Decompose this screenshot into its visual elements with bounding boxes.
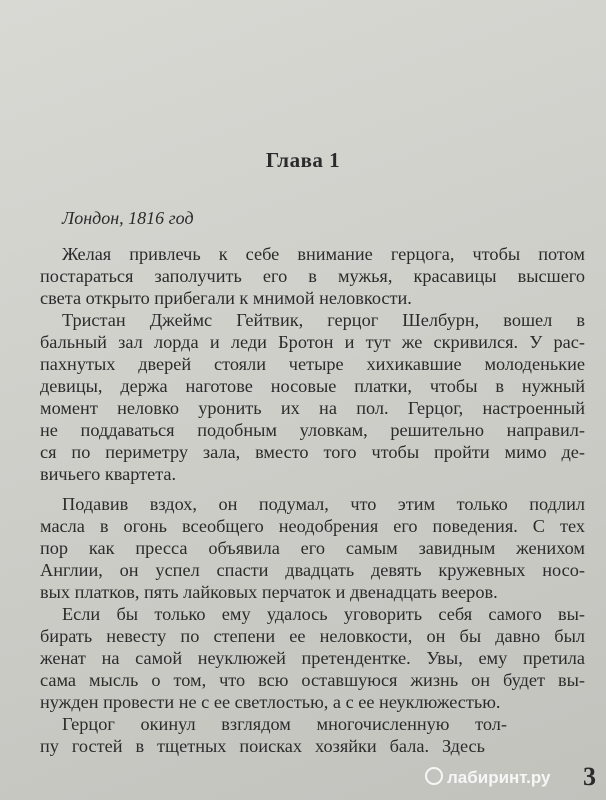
text-line: света открыто прибегали к мнимой неловкости. <box>40 288 412 308</box>
text-line: бирать невесту по степени ее неловкости, он бы давно был <box>40 626 585 646</box>
watermark <box>425 767 550 788</box>
text-line: сама мысль о том, что всю оставшуюся жизнь он будет вы- <box>40 670 585 690</box>
text-line: масла в огонь всеобщего неодобрения его поведения. С тех <box>40 516 585 536</box>
text-line: Желая привлечь к себе внимание герцога, чтобы потом <box>62 244 585 264</box>
chapter-title: Глава 1 <box>265 148 341 172</box>
text-line: пу гостей в тщетных поисках хозяйки бала. Здесь <box>40 736 485 756</box>
text-line: пахнутых дверей стояли четыре хихикавшие молоденькие <box>40 354 585 374</box>
text-line: Если бы только ему удалось уговорить себя самого вы- <box>62 604 585 624</box>
body-text <box>40 243 585 757</box>
place-date: Лондон, 1816 год <box>62 208 194 228</box>
text-line: нужден провести не с ее светлостью, а с ее неуклюжестью. <box>40 692 501 712</box>
text-line: Тристан Джеймс Гейтвик, герцог Шелбурн, вошел в <box>62 310 585 330</box>
text-line: постараться заполучить его в мужья, красавицы высшего <box>40 266 585 286</box>
text-line: момент неловко уронить их на пол. Герцог, настроенный <box>40 398 585 418</box>
text-line: вичьего квартета. <box>40 464 177 484</box>
watermark-text: лабиринт.ру <box>447 768 551 787</box>
text-line: Подавив вздох, он подумал, что этим только подлил <box>62 494 585 514</box>
text-line: пор как пресса объявила его самым завидным женихом <box>40 538 585 558</box>
text-line: не поддаваться подобным уловкам, решительно направил- <box>40 420 585 440</box>
text-line: девицы, держа наготове носовые платки, чтобы в нужный <box>40 376 585 396</box>
text-line: бальный зал лорда и леди Бротон и тут же скривился. У рас- <box>40 332 585 352</box>
text-line: Герцог окинул взглядом многочисленную тол- <box>62 714 507 734</box>
page-number: 3 <box>583 762 596 791</box>
text-line: женат на самой неуклюжей претендентке. Увы, ему претила <box>40 648 585 668</box>
labirint-logo-icon <box>425 767 443 785</box>
text-line: Англии, он успел спасти двадцать девять кружевных носо- <box>40 560 585 580</box>
text-line: ся по периметру зала, вместо того чтобы пройти мимо де- <box>40 442 585 462</box>
text-line: вых платков, пять лайковых перчаток и двенадцать вееров. <box>40 582 498 602</box>
